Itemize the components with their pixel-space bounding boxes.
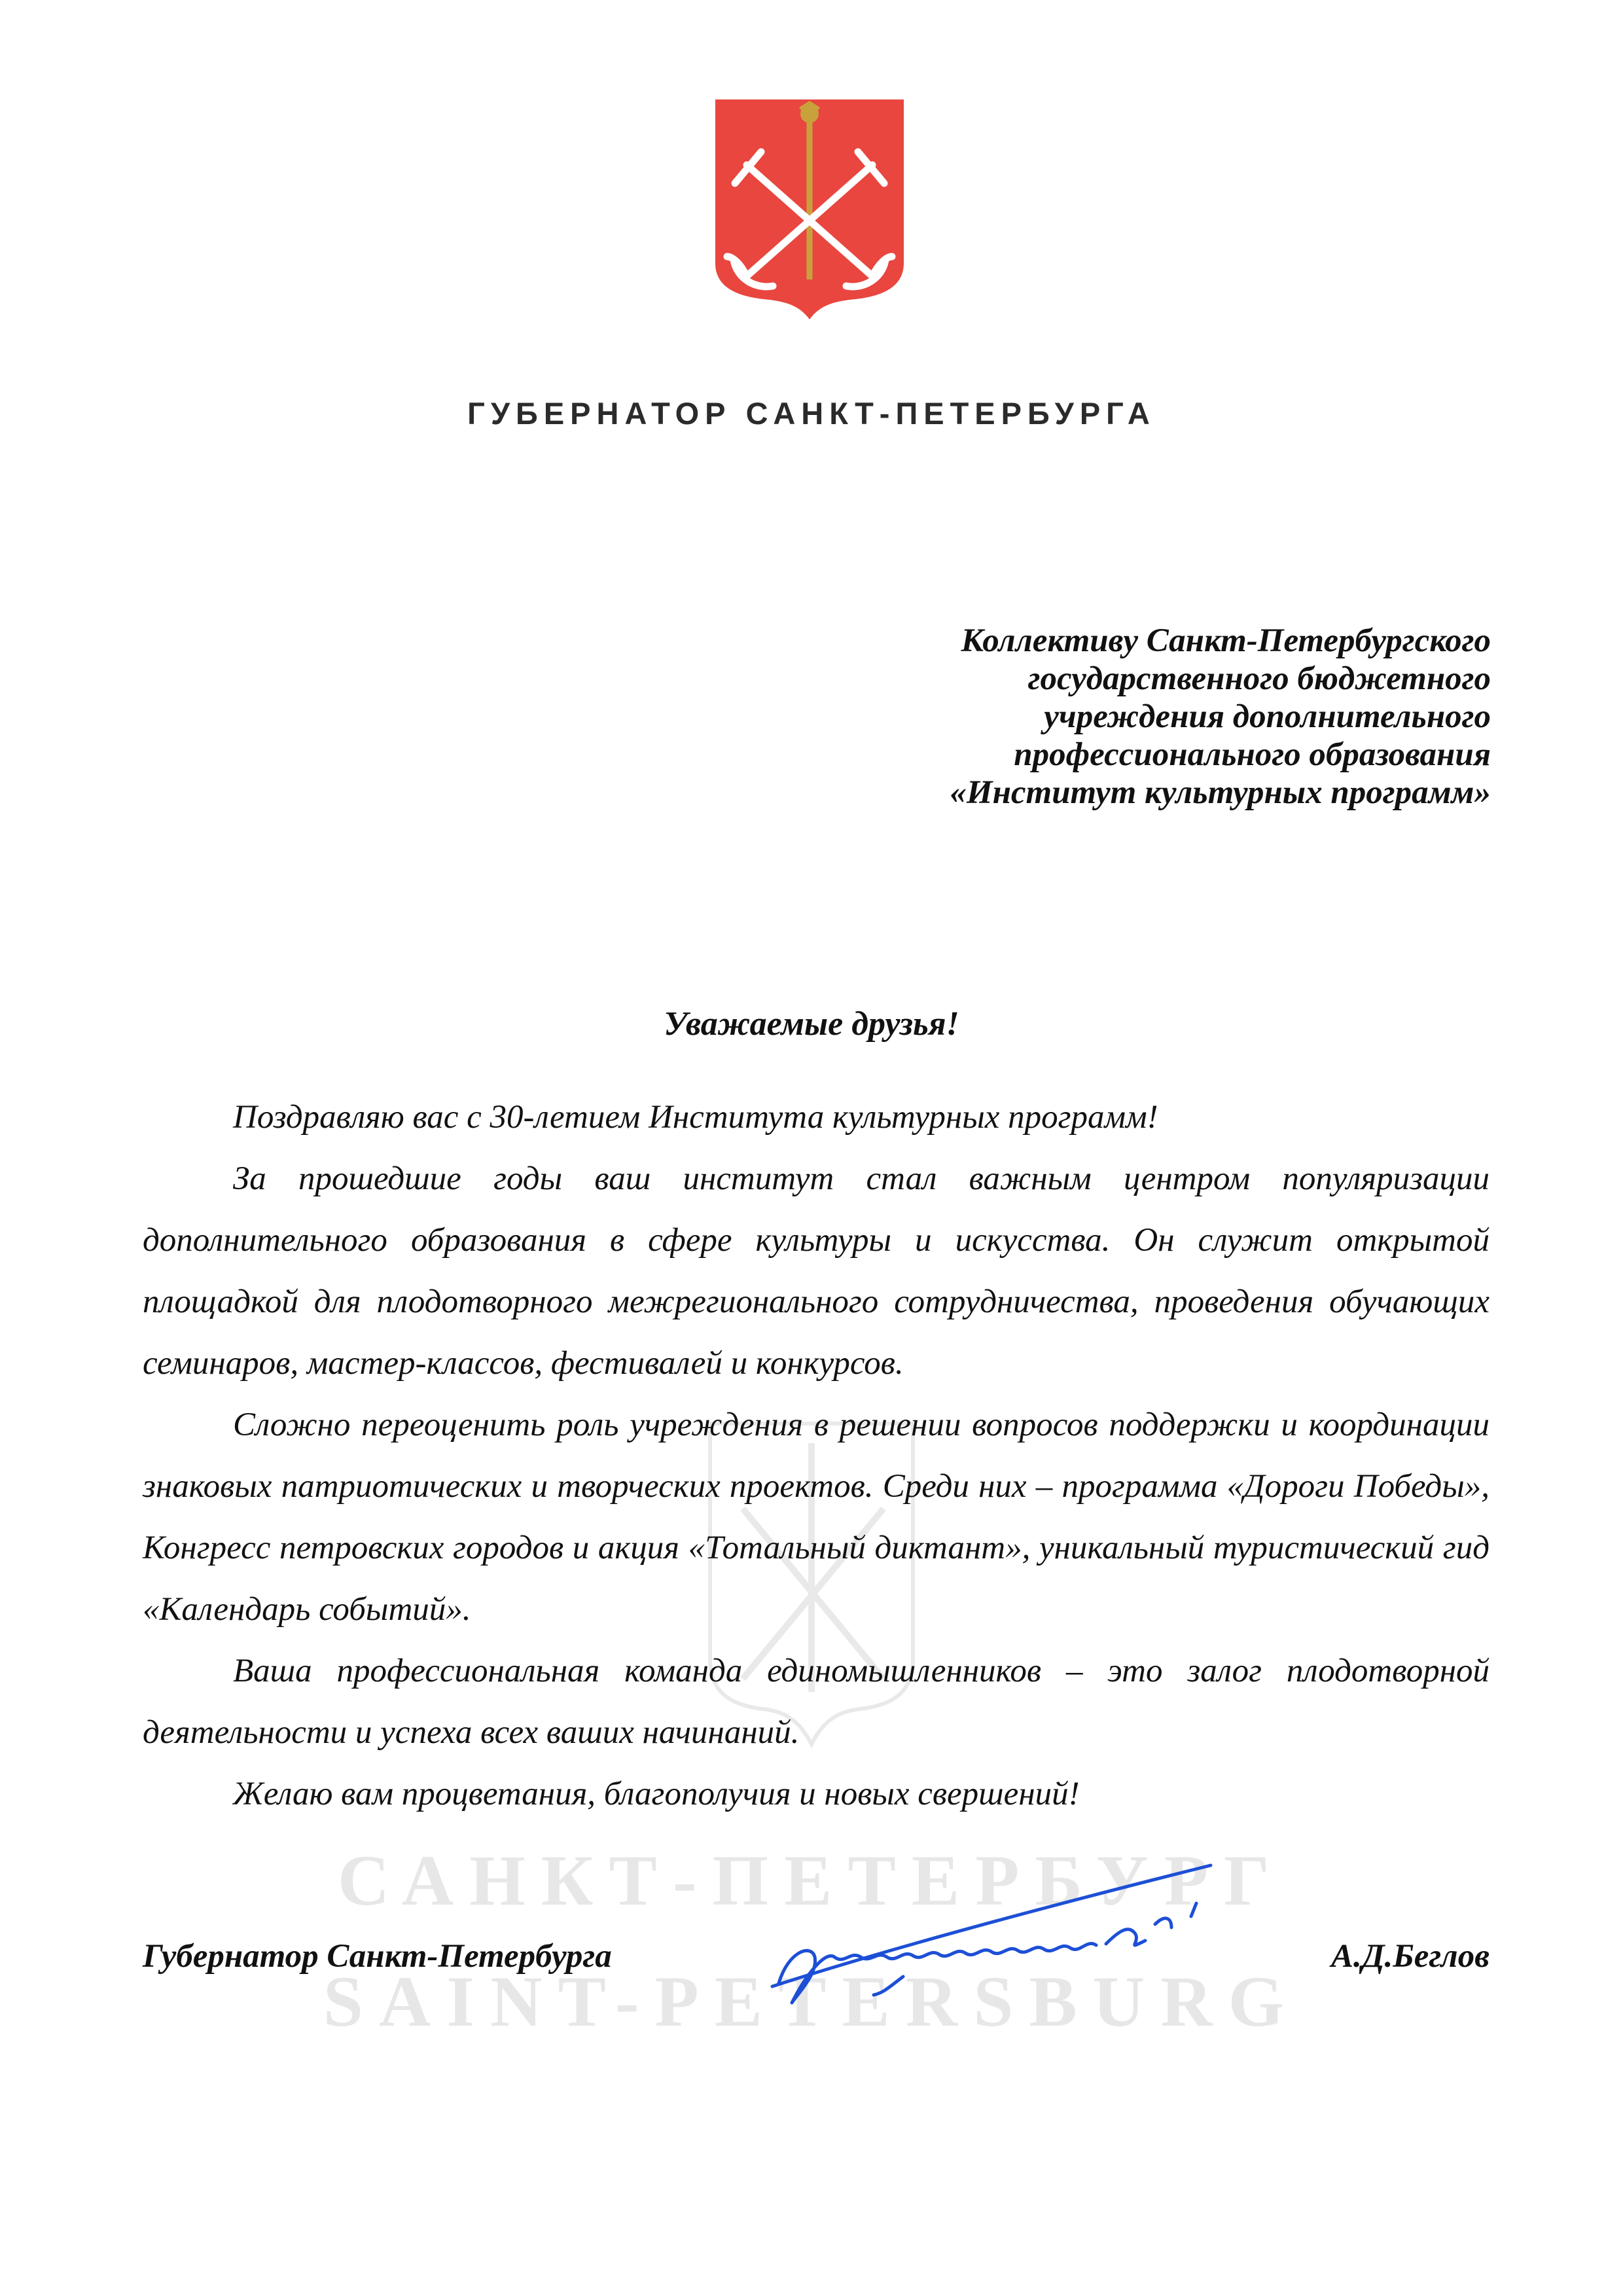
addressee-line: учреждения дополнительного	[1044, 698, 1491, 735]
signatory-name: А.Д.Беглов	[1330, 1938, 1489, 1975]
watermark-text: САНКТ-ПЕТЕРБУРГ	[337, 1840, 1286, 1920]
addressee-block	[753, 622, 1491, 812]
addressee-line: государственного бюджетного	[1027, 660, 1491, 697]
body-paragraph: За прошедшие годы ваш институт стал важным центром популяризации дополнительного образования в сфере культуры и искусства. Он служит открытой площадкой для плодотворного межрегионального сотрудничества, проведения обучающих семинаров, мастер-классов, фестивалей и конкурсов.	[143, 1160, 1489, 1382]
addressee-line: «Институт культурных программ»	[950, 774, 1491, 811]
addressee-line: Коллективу Санкт-Петербургского	[961, 622, 1491, 659]
handwritten-signature	[753, 1852, 1263, 2009]
letter-body	[143, 1086, 1489, 1825]
page-title: ГУБЕРНАТОР САНКТ-ПЕТЕРБУРГА	[467, 396, 1156, 431]
body-paragraph: Ваша профессиональная команда единомышленников – это залог плодотворной деятельности и успеха всех ваших начинаний.	[143, 1653, 1489, 1751]
coat-of-arms-icon	[715, 99, 904, 319]
body-paragraph: Желаю вам процветания, благополучия и новых свершений!	[233, 1776, 1080, 1812]
salutation: Уважаемые друзья!	[664, 1005, 959, 1043]
watermark-text: SAINT-PETERSBURG	[323, 1962, 1300, 2041]
body-paragraph: Поздравляю вас с 30-летием Института культурных программ!	[233, 1099, 1158, 1136]
signatory-role: Губернатор Санкт-Петербурга	[143, 1938, 612, 1975]
body-paragraph: Сложно переоценить роль учреждения в решении вопросов поддержки и координации знаковых патриотических и творческих проектов. Среди них – программа «Дороги Победы», Конгресс петровских городов и акция «Тотальный диктант», уникальный туристический гид «Календарь событий».	[143, 1407, 1489, 1628]
addressee-line: профессионального образования	[1014, 736, 1491, 773]
